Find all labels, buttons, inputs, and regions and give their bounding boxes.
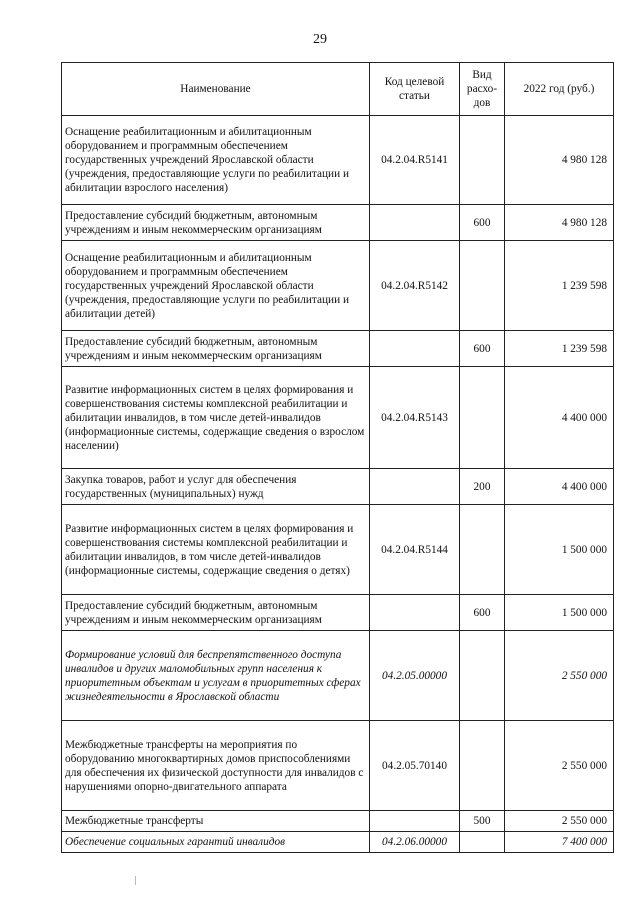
page-number: 29 xyxy=(313,32,327,47)
cell-name: Оснащение реабилитационным и абилитационным оборудованием и программным обеспечением государственных учреждений Ярославской области (учреждения, предоставляющие услуги по реабилитации и абилитации детей) xyxy=(62,241,370,331)
cell-amount: 2 550 000 xyxy=(505,721,614,811)
cell-code xyxy=(370,469,460,505)
cell-amount: 1 500 000 xyxy=(505,505,614,595)
cell-vid xyxy=(460,367,505,469)
table-body xyxy=(62,116,614,853)
table-row xyxy=(62,241,614,331)
cell-code: 04.2.05.00000 xyxy=(370,631,460,721)
cell-vid: 600 xyxy=(460,331,505,367)
header-code: Код целевой статьи xyxy=(370,63,460,116)
cell-name: Межбюджетные трансферты на мероприятия по оборудованию многоквартирных домов приспособлениями для обеспечения их физической доступности для инвалидов с нарушениями опорно-двигательного аппарата xyxy=(62,721,370,811)
cell-amount: 4 980 128 xyxy=(505,116,614,205)
cell-name: Предоставление субсидий бюджетным, автономным учреждениям и иным некоммерческим организациям xyxy=(62,331,370,367)
cell-vid: 600 xyxy=(460,205,505,241)
header-amount: 2022 год (руб.) xyxy=(505,63,614,116)
cell-code: 04.2.04.R5143 xyxy=(370,367,460,469)
cell-name: Обеспечение социальных гарантий инвалидов xyxy=(62,832,370,853)
cell-vid xyxy=(460,505,505,595)
table-row xyxy=(62,331,614,367)
cell-vid: 500 xyxy=(460,811,505,832)
cell-name: Формирование условий для беспрепятственного доступа инвалидов и других маломобильных групп населения к приоритетным объектам и услугам в приоритетных сферах жизнедеятельности в Ярославской области xyxy=(62,631,370,721)
cell-vid xyxy=(460,832,505,853)
cell-amount: 4 400 000 xyxy=(505,367,614,469)
cell-amount: 1 239 598 xyxy=(505,241,614,331)
cell-code xyxy=(370,811,460,832)
table-row xyxy=(62,832,614,853)
cell-amount: 4 980 128 xyxy=(505,205,614,241)
cell-code: 04.2.05.70140 xyxy=(370,721,460,811)
cell-name: Развитие информационных систем в целях формирования и совершенствования системы комплексной реабилитации и абилитации инвалидов, в том числе детей-инвалидов (информационные системы, содержащие сведения о взрослом населении) xyxy=(62,367,370,469)
cell-code xyxy=(370,331,460,367)
header-name: Наименование xyxy=(62,63,370,116)
cell-amount: 1 239 598 xyxy=(505,331,614,367)
cell-amount: 2 550 000 xyxy=(505,811,614,832)
table-row xyxy=(62,721,614,811)
cell-amount: 4 400 000 xyxy=(505,469,614,505)
cell-amount: 1 500 000 xyxy=(505,595,614,631)
table-row xyxy=(62,811,614,832)
cell-vid xyxy=(460,116,505,205)
cell-name: Предоставление субсидий бюджетным, автономным учреждениям и иным некоммерческим организациям xyxy=(62,595,370,631)
table-row xyxy=(62,205,614,241)
cell-vid xyxy=(460,631,505,721)
table-row xyxy=(62,631,614,721)
header-vid: Вид расхо-дов xyxy=(460,63,505,116)
cell-vid xyxy=(460,721,505,811)
cell-vid xyxy=(460,241,505,331)
cell-code xyxy=(370,595,460,631)
budget-table xyxy=(61,62,614,853)
cell-amount: 2 550 000 xyxy=(505,631,614,721)
scan-mark xyxy=(135,876,136,885)
cell-code: 04.2.04.R5144 xyxy=(370,505,460,595)
cell-vid: 200 xyxy=(460,469,505,505)
cell-name: Предоставление субсидий бюджетным, автономным учреждениям и иным некоммерческим организациям xyxy=(62,205,370,241)
cell-code: 04.2.06.00000 xyxy=(370,832,460,853)
cell-amount: 7 400 000 xyxy=(505,832,614,853)
table-row xyxy=(62,116,614,205)
cell-code: 04.2.04.R5141 xyxy=(370,116,460,205)
table-header-row xyxy=(62,63,614,116)
cell-name: Межбюджетные трансферты xyxy=(62,811,370,832)
cell-code xyxy=(370,205,460,241)
table-row xyxy=(62,505,614,595)
cell-name: Закупка товаров, работ и услуг для обеспечения государственных (муниципальных) нужд xyxy=(62,469,370,505)
cell-vid: 600 xyxy=(460,595,505,631)
table-row xyxy=(62,595,614,631)
table-row xyxy=(62,469,614,505)
cell-name: Оснащение реабилитационным и абилитационным оборудованием и программным обеспечением государственных учреждений Ярославской области (учреждения, предоставляющие услуги по реабилитации и абилитации взрослого населения) xyxy=(62,116,370,205)
cell-code: 04.2.04.R5142 xyxy=(370,241,460,331)
table-row xyxy=(62,367,614,469)
cell-name: Развитие информационных систем в целях формирования и совершенствования системы комплексной реабилитации и абилитации инвалидов, в том числе детей-инвалидов (информационные системы, содержащие сведения о детях) xyxy=(62,505,370,595)
